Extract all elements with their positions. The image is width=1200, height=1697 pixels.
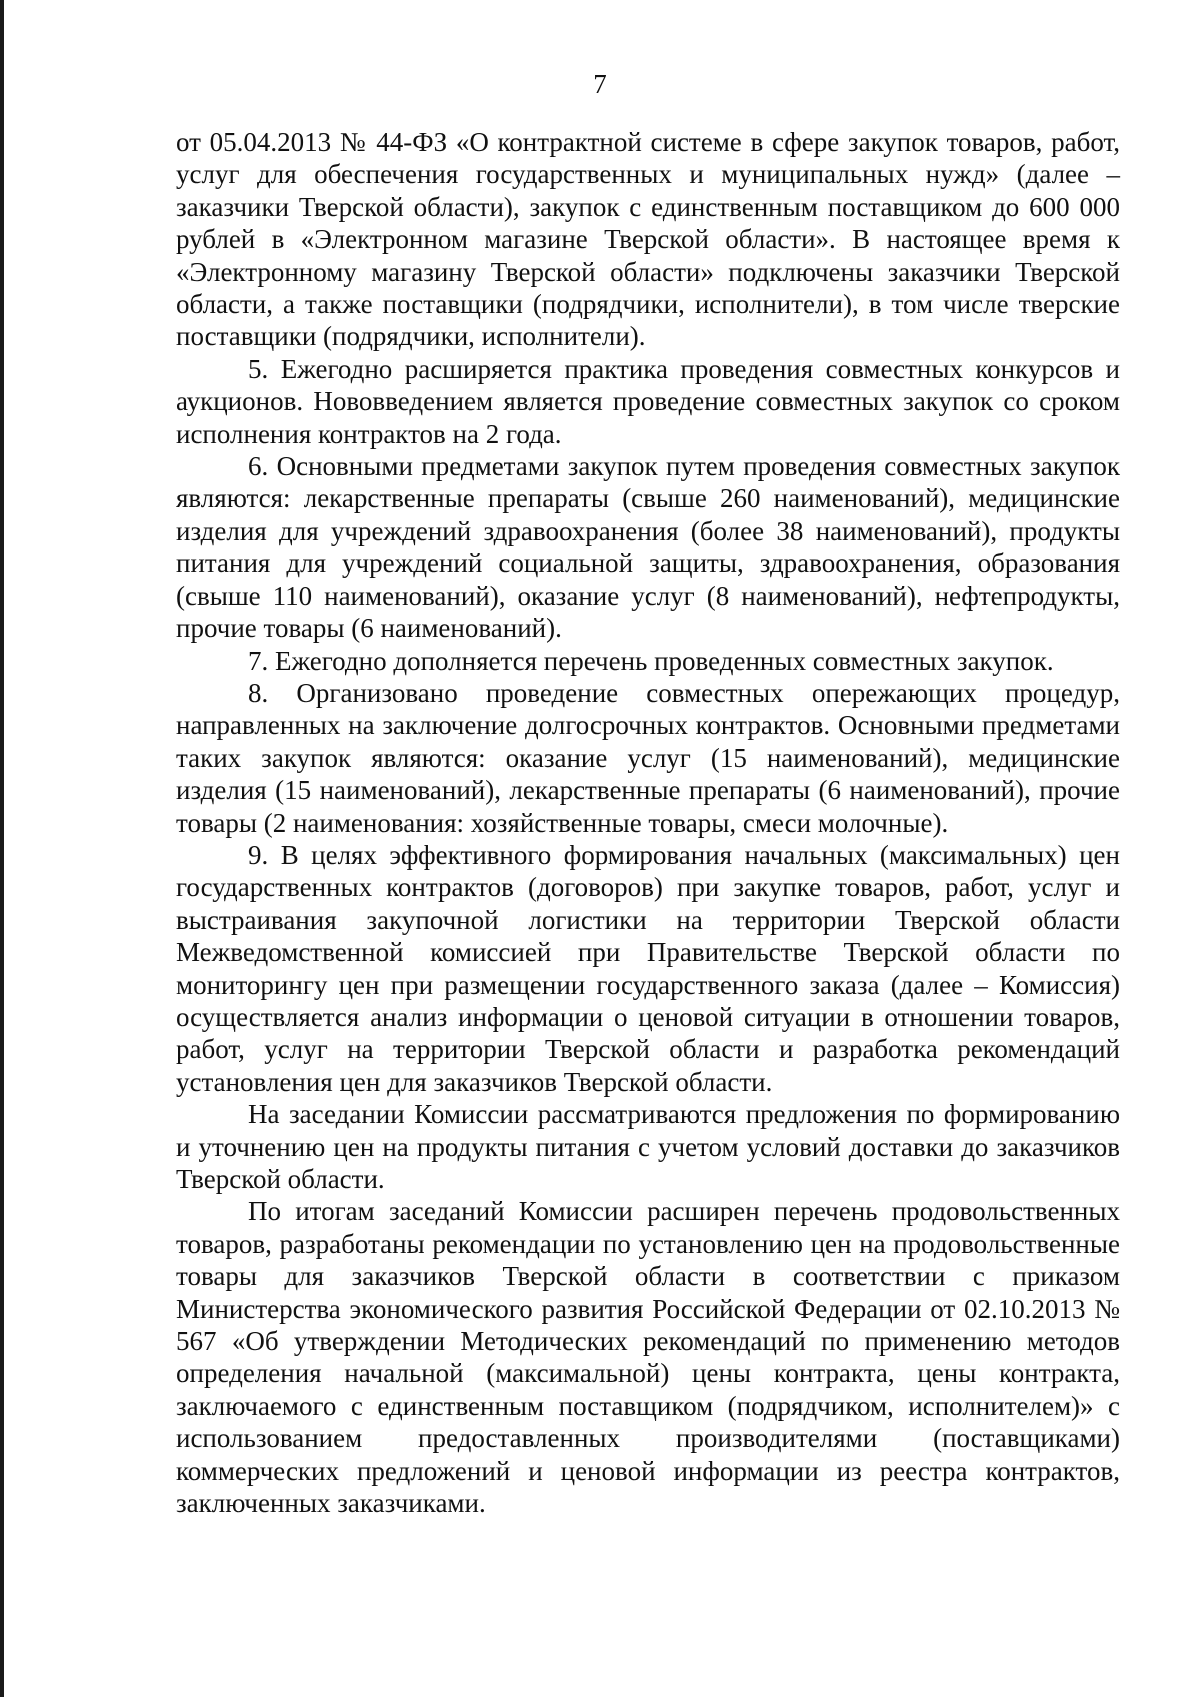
- paragraph-item-9: 9. В целях эффективного формирования начальных (максимальных) цен государственных контрактов (договоров) при закупке товаров, работ, услуг и выстраивания закупочной логистики на территории Тверской области Межведомственной комиссией при Правительстве Тверской области по мониторингу цен при размещении государственного заказа (далее – Комиссия) осуществляется анализ информации о ценовой ситуации в отношении товаров, работ, услуг на территории Тверской области и разработка рекомендаций установления цен для заказчиков Тверской области.: [176, 839, 1120, 1097]
- scan-edge: [0, 0, 4, 1697]
- paragraph-item-7: 7. Ежегодно дополняется перечень проведенных совместных закупок.: [248, 645, 1054, 676]
- paragraph-commission-results: По итогам заседаний Комиссии расширен перечень продовольственных товаров, разработаны рекомендации по установлению цен на продовольственные товары для заказчиков Тверской области в соответствии с приказом Министерства экономического развития Российской Федерации от 02.10.2013 № 567 «Об утверждении Методических рекомендаций по применению методов определения начальной (максимальной) цены контракта, цены контракта, заключаемого с единственным поставщиком (подрядчиком, исполнителем)» с использованием предоставленных производителями (поставщиками) коммерческих предложений и ценовой информации из реестра контрактов, заключенных заказчиками.: [176, 1196, 1120, 1519]
- paragraph-item-6: 6. Основными предметами закупок путем проведения совместных закупок являются: лекарственные препараты (свыше 260 наименований), медицинские изделия для учреждений здравоохранения (более 38 наименований), продукты питания для учреждений социальной защиты, здравоохранения, образования (свыше 110 наименований), оказание услуг (8 наименований), нефтепродукты, прочие товары (6 наименований).: [176, 451, 1120, 644]
- paragraph-item-5: 5. Ежегодно расширяется практика проведения совместных конкурсов и аукционов. Нововведением является проведение совместных закупок со сроком исполнения контрактов на 2 года.: [176, 353, 1120, 449]
- paragraph-continuation: от 05.04.2013 № 44-ФЗ «О контрактной системе в сфере закупок товаров, работ, услуг для обеспечения государственных и муниципальных нужд» (далее – заказчики Тверской области), закупок с единственным поставщиком до 600 000 рублей в «Электронном магазине Тверской области». В настоящее время к «Электронному магазину Тверской области» подключены заказчики Тверской области, а также поставщики (подрядчики, исполнители), в том числе тверские поставщики (подрядчики, исполнители).: [176, 127, 1120, 352]
- document-body: [176, 126, 1120, 1519]
- paragraph-commission-meetings: На заседании Комиссии рассматриваются предложения по формированию и уточнению цен на продукты питания с учетом условий доставки до заказчиков Тверской области.: [176, 1099, 1120, 1194]
- paragraph-item-8: 8. Организовано проведение совместных опережающих процедур, направленных на заключение долгосрочных контрактов. Основными предметами таких закупок являются: оказание услуг (15 наименований), медицинские изделия (15 наименований), лекарственные препараты (6 наименований), прочие товары (2 наименования: хозяйственные товары, смеси молочные).: [176, 677, 1120, 838]
- page-number: 7: [593, 69, 607, 99]
